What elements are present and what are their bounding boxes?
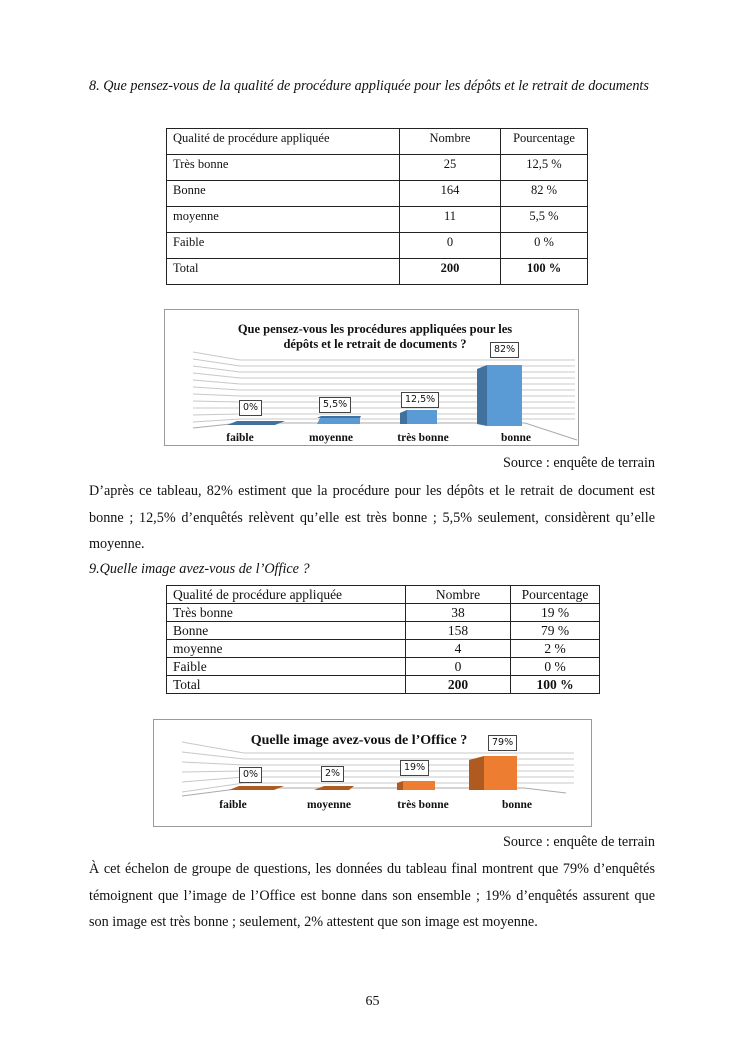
- axis-label-moyenne: moyenne: [306, 799, 352, 811]
- header-pourcentage: Pourcentage: [511, 586, 600, 604]
- cell-label: moyenne: [167, 640, 406, 658]
- table-row: [167, 233, 588, 259]
- cell-percent: 0 %: [511, 658, 600, 676]
- cell-count: 200: [400, 259, 501, 285]
- cell-label: Très bonne: [167, 604, 406, 622]
- cell-percent: 100 %: [501, 259, 588, 285]
- chart-title-line2: dépôts et le retrait de documents ?: [283, 337, 467, 351]
- chart-procedure-quality: [164, 309, 579, 446]
- data-label-tres-bonne: 19%: [400, 760, 429, 776]
- cell-label: Total: [167, 676, 406, 694]
- cell-percent: 2 %: [511, 640, 600, 658]
- table-row: [167, 622, 600, 640]
- axis-label-faible: faible: [219, 799, 247, 811]
- table-row: [167, 604, 600, 622]
- cell-count: 0: [400, 233, 501, 259]
- header-pourcentage: Pourcentage: [501, 129, 588, 155]
- cell-label: Faible: [167, 233, 400, 259]
- cell-percent: 79 %: [511, 622, 600, 640]
- question-9: 9.Quelle image avez-vous de l’Office ?: [89, 561, 310, 577]
- cell-count: 38: [406, 604, 511, 622]
- cell-label: Très bonne: [167, 155, 400, 181]
- axis-label-bonne: bonne: [501, 799, 533, 811]
- axis-label-moyenne: moyenne: [308, 432, 354, 444]
- source-note-2: Source : enquête de terrain: [502, 834, 655, 850]
- cell-count: 25: [400, 155, 501, 181]
- cell-label: Bonne: [167, 622, 406, 640]
- question-8: 8. Que pensez-vous de la qualité de procédure appliquée pour les dépôts et le retrait de documents: [89, 78, 649, 94]
- axis-label-bonne: bonne: [500, 432, 532, 444]
- table-office-image: [166, 585, 600, 694]
- page-number: 65: [365, 994, 380, 1009]
- data-label-faible: 0%: [239, 400, 262, 416]
- cell-count: 200: [406, 676, 511, 694]
- data-label-moyenne: 2%: [321, 766, 344, 782]
- chart-title: Quelle image avez-vous de l’Office ?: [250, 733, 468, 748]
- analysis-8: D’après ce tableau, 82% estiment que la procédure pour les dépôts et le retrait de document est bonne ; 12,5% d’enquêtés relèvent qu’elle est très bonne ; 5,5% seulement, considèrent qu’elle moyenne.: [89, 483, 655, 552]
- cell-percent: 5,5 %: [501, 207, 588, 233]
- cell-label: Faible: [167, 658, 406, 676]
- axis-label-tres-bonne: très bonne: [397, 432, 449, 444]
- table-row: [167, 658, 600, 676]
- cell-percent: 19 %: [511, 604, 600, 622]
- table-procedure-quality: [166, 128, 588, 285]
- cell-count: 158: [406, 622, 511, 640]
- data-label-tres-bonne: 12,5%: [401, 392, 439, 408]
- cell-count: 0: [406, 658, 511, 676]
- source-note-1: Source : enquête de terrain: [502, 455, 655, 471]
- table-row: [167, 155, 588, 181]
- cell-label: moyenne: [167, 207, 400, 233]
- cell-count: 11: [400, 207, 501, 233]
- table-row: [167, 640, 600, 658]
- chart-office-image: [153, 719, 592, 827]
- table-row: [167, 181, 588, 207]
- cell-percent: 100 %: [511, 676, 600, 694]
- header-nombre: Nombre: [406, 586, 511, 604]
- cell-percent: 82 %: [501, 181, 588, 207]
- axis-label-faible: faible: [226, 432, 254, 444]
- cell-percent: 0 %: [501, 233, 588, 259]
- table-total-row: [167, 676, 600, 694]
- table-total-row: [167, 259, 588, 285]
- header-quality: Qualité de procédure appliquée: [167, 129, 400, 155]
- data-label-faible: 0%: [239, 767, 262, 783]
- cell-label: Bonne: [167, 181, 400, 207]
- data-label-moyenne: 5,5%: [319, 397, 351, 413]
- table-header-row: [167, 586, 600, 604]
- header-nombre: Nombre: [400, 129, 501, 155]
- cell-percent: 12,5 %: [501, 155, 588, 181]
- cell-count: 164: [400, 181, 501, 207]
- table-header-row: [167, 129, 588, 155]
- cell-count: 4: [406, 640, 511, 658]
- data-label-bonne: 82%: [490, 342, 519, 358]
- axis-label-tres-bonne: très bonne: [397, 799, 449, 811]
- analysis-9: À cet échelon de groupe de questions, les données du tableau final montrent que 79% d’enquêtés témoignent que l’image de l’Office est bonne dans son ensemble ; 19% d’enquêtés assurent que son image est très bonne ; seulement, 2% attestent que son image est moyenne.: [89, 861, 655, 930]
- cell-label: Total: [167, 259, 400, 285]
- chart-title-line1: Que pensez-vous les procédures appliquées pour les: [237, 322, 513, 336]
- table-row: [167, 207, 588, 233]
- header-quality: Qualité de procédure appliquée: [167, 586, 406, 604]
- data-label-bonne: 79%: [488, 735, 517, 751]
